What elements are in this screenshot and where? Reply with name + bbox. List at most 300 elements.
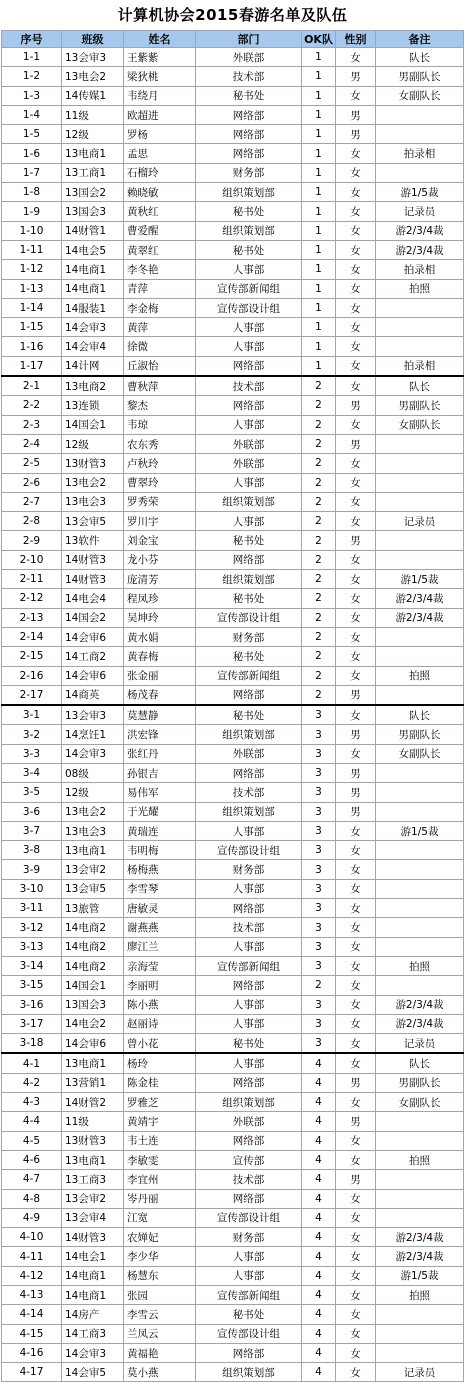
cell-team: 2 (302, 454, 336, 473)
cell-gender: 女 (336, 841, 376, 860)
cell-class: 13财管3 (62, 454, 124, 473)
cell-name: 庞清芳 (124, 570, 196, 589)
cell-name: 韦土连 (124, 1131, 196, 1150)
cell-name: 廖江兰 (124, 937, 196, 956)
table-row (2, 240, 464, 259)
cell-department: 宣传部设计组 (196, 608, 302, 627)
cell-team: 3 (302, 841, 336, 860)
cell-name: 欧超进 (124, 105, 196, 124)
cell-name: 吴坤玲 (124, 608, 196, 627)
cell-class: 14会审4 (62, 337, 124, 356)
cell-gender: 女 (336, 589, 376, 608)
cell-index: 3-1 (2, 705, 62, 725)
cell-index: 1-9 (2, 202, 62, 221)
cell-name: 龙小芬 (124, 550, 196, 569)
table-row (2, 1266, 464, 1285)
table-row (2, 434, 464, 453)
cell-class: 14电商1 (62, 1266, 124, 1285)
table-row (2, 67, 464, 86)
cell-team: 1 (302, 202, 336, 221)
cell-team: 1 (302, 183, 336, 202)
cell-index: 3-11 (2, 899, 62, 918)
cell-note (376, 1189, 464, 1208)
cell-gender: 女 (336, 163, 376, 182)
cell-gender: 女 (336, 1343, 376, 1362)
cell-name: 莫慧静 (124, 705, 196, 725)
cell-index: 4-14 (2, 1305, 62, 1324)
cell-department: 组织策划部 (196, 1093, 302, 1112)
table-row (2, 918, 464, 937)
cell-class: 12级 (62, 125, 124, 144)
cell-note: 拍照 (376, 1286, 464, 1305)
table-row (2, 666, 464, 685)
cell-team: 4 (302, 1093, 336, 1112)
table-row (2, 279, 464, 298)
table-row (2, 260, 464, 279)
table-row (2, 356, 464, 376)
cell-department: 组织策划部 (196, 725, 302, 744)
table-row (2, 1228, 464, 1247)
cell-team: 4 (302, 1073, 336, 1092)
table-row (2, 860, 464, 879)
cell-name: 韦琼 (124, 415, 196, 434)
cell-team: 1 (302, 144, 336, 163)
cell-gender: 女 (336, 744, 376, 763)
cell-class: 14工商2 (62, 647, 124, 666)
cell-department: 人事部 (196, 879, 302, 898)
cell-department: 网络部 (196, 396, 302, 415)
cell-gender: 男 (336, 531, 376, 550)
cell-team: 4 (302, 1150, 336, 1169)
table-row (2, 937, 464, 956)
cell-gender: 男 (336, 396, 376, 415)
cell-gender: 女 (336, 1286, 376, 1305)
cell-gender: 男 (336, 434, 376, 453)
cell-name: 曾小花 (124, 1034, 196, 1054)
table-row (2, 1189, 464, 1208)
cell-class: 13连锁 (62, 396, 124, 415)
cell-index: 3-2 (2, 725, 62, 744)
cell-team: 3 (302, 783, 336, 802)
cell-class: 14计网 (62, 356, 124, 376)
table-row (2, 1112, 464, 1131)
cell-name: 罗杨 (124, 125, 196, 144)
cell-name: 农婵妃 (124, 1228, 196, 1247)
cell-gender: 男 (336, 1112, 376, 1131)
cell-department: 人事部 (196, 415, 302, 434)
table-row (2, 570, 464, 589)
cell-note (376, 125, 464, 144)
cell-class: 14房产 (62, 1305, 124, 1324)
cell-name: 于光耀 (124, 802, 196, 821)
table-row (2, 1343, 464, 1362)
cell-index: 1-13 (2, 279, 62, 298)
cell-class: 14财管1 (62, 221, 124, 240)
cell-name: 梁狄桃 (124, 67, 196, 86)
cell-index: 2-5 (2, 454, 62, 473)
cell-note (376, 1170, 464, 1189)
cell-index: 3-6 (2, 802, 62, 821)
cell-gender: 女 (336, 1150, 376, 1169)
cell-gender: 女 (336, 1305, 376, 1324)
cell-index: 4-13 (2, 1286, 62, 1305)
table-row (2, 298, 464, 317)
cell-gender: 女 (336, 473, 376, 492)
cell-note (376, 1305, 464, 1324)
cell-name: 李丽明 (124, 976, 196, 995)
cell-gender: 女 (336, 937, 376, 956)
cell-department: 人事部 (196, 995, 302, 1014)
cell-index: 2-11 (2, 570, 62, 589)
cell-gender: 女 (336, 1093, 376, 1112)
cell-class: 14电会2 (62, 1014, 124, 1033)
cell-team: 2 (302, 647, 336, 666)
cell-index: 3-14 (2, 956, 62, 975)
table-row (2, 163, 464, 182)
cell-department: 秘书处 (196, 86, 302, 105)
cell-department: 财务部 (196, 1228, 302, 1247)
cell-gender: 女 (336, 240, 376, 259)
cell-name: 卢秋玲 (124, 454, 196, 473)
cell-gender: 女 (336, 221, 376, 240)
cell-gender: 女 (336, 144, 376, 163)
cell-team: 4 (302, 1343, 336, 1362)
cell-department: 秘书处 (196, 240, 302, 259)
cell-index: 4-4 (2, 1112, 62, 1131)
cell-name: 罗川宇 (124, 512, 196, 531)
cell-gender: 女 (336, 318, 376, 337)
table-row (2, 125, 464, 144)
cell-note: 队长 (376, 705, 464, 725)
cell-gender: 女 (336, 512, 376, 531)
table-row (2, 647, 464, 666)
cell-department: 技术部 (196, 376, 302, 396)
cell-note: 游1/5裁 (376, 570, 464, 589)
cell-note (376, 899, 464, 918)
table-row (2, 1150, 464, 1169)
cell-index: 3-13 (2, 937, 62, 956)
cell-note: 拍录相 (376, 144, 464, 163)
cell-team: 1 (302, 260, 336, 279)
cell-class: 14电会1 (62, 1247, 124, 1266)
cell-class: 14商英 (62, 685, 124, 705)
cell-team: 3 (302, 956, 336, 975)
cell-name: 莫小燕 (124, 1363, 196, 1382)
cell-gender: 男 (336, 105, 376, 124)
cell-department: 人事部 (196, 512, 302, 531)
cell-gender: 女 (336, 279, 376, 298)
cell-department: 秘书处 (196, 589, 302, 608)
cell-note (376, 783, 464, 802)
cell-name: 韦绕月 (124, 86, 196, 105)
cell-index: 4-8 (2, 1189, 62, 1208)
cell-department: 宣传部设计组 (196, 1208, 302, 1227)
cell-index: 3-7 (2, 821, 62, 840)
cell-name: 张园 (124, 1286, 196, 1305)
cell-name: 黄萍 (124, 318, 196, 337)
cell-department: 宣传部 (196, 1150, 302, 1169)
table-row (2, 454, 464, 473)
table-row (2, 1324, 464, 1343)
cell-name: 赖晓敏 (124, 183, 196, 202)
cell-team: 4 (302, 1324, 336, 1343)
cell-index: 4-6 (2, 1150, 62, 1169)
cell-class: 14会审3 (62, 744, 124, 763)
cell-gender: 女 (336, 666, 376, 685)
header-cell-name: 姓名 (124, 31, 196, 48)
cell-class: 14传媒1 (62, 86, 124, 105)
cell-department: 人事部 (196, 473, 302, 492)
cell-team: 4 (302, 1112, 336, 1131)
cell-name: 李敏雯 (124, 1150, 196, 1169)
cell-index: 4-2 (2, 1073, 62, 1092)
cell-class: 13电商2 (62, 376, 124, 396)
cell-index: 1-11 (2, 240, 62, 259)
cell-note (376, 454, 464, 473)
cell-class: 12级 (62, 434, 124, 453)
table-row (2, 144, 464, 163)
cell-name: 黄瑞连 (124, 821, 196, 840)
cell-department: 网络部 (196, 550, 302, 569)
cell-name: 程凤珍 (124, 589, 196, 608)
cell-team: 1 (302, 279, 336, 298)
table-row (2, 512, 464, 531)
cell-name: 张红丹 (124, 744, 196, 763)
cell-note (376, 1131, 464, 1150)
cell-class: 13工商1 (62, 163, 124, 182)
cell-team: 2 (302, 666, 336, 685)
table-row (2, 221, 464, 240)
cell-gender: 女 (336, 415, 376, 434)
cell-team: 4 (302, 1053, 336, 1073)
cell-index: 1-16 (2, 337, 62, 356)
cell-name: 李宜州 (124, 1170, 196, 1189)
cell-team: 3 (302, 899, 336, 918)
cell-class: 14国会1 (62, 976, 124, 995)
cell-class: 13电商1 (62, 841, 124, 860)
cell-index: 2-10 (2, 550, 62, 569)
cell-class: 14财管2 (62, 1093, 124, 1112)
table-row (2, 202, 464, 221)
cell-note (376, 337, 464, 356)
cell-name: 谢燕燕 (124, 918, 196, 937)
cell-index: 2-13 (2, 608, 62, 627)
cell-team: 2 (302, 550, 336, 569)
cell-name: 杨梅燕 (124, 860, 196, 879)
cell-gender: 男 (336, 783, 376, 802)
cell-name: 韦明梅 (124, 841, 196, 860)
cell-department: 秘书处 (196, 647, 302, 666)
table-row (2, 337, 464, 356)
cell-index: 4-11 (2, 1247, 62, 1266)
cell-index: 3-18 (2, 1034, 62, 1054)
table-row (2, 899, 464, 918)
cell-class: 13旅管 (62, 899, 124, 918)
cell-name: 孟思 (124, 144, 196, 163)
header-cell-team: OK队 (302, 31, 336, 48)
cell-team: 3 (302, 821, 336, 840)
table-row (2, 531, 464, 550)
cell-class: 14会审3 (62, 318, 124, 337)
table-row (2, 744, 464, 763)
cell-team: 3 (302, 744, 336, 763)
cell-team: 2 (302, 415, 336, 434)
cell-note (376, 531, 464, 550)
cell-index: 4-10 (2, 1228, 62, 1247)
cell-note: 记录员 (376, 1363, 464, 1382)
cell-team: 2 (302, 396, 336, 415)
cell-name: 曹翠玲 (124, 473, 196, 492)
cell-team: 1 (302, 298, 336, 317)
cell-gender: 女 (336, 1228, 376, 1247)
cell-gender: 女 (336, 995, 376, 1014)
cell-name: 杨玲 (124, 1053, 196, 1073)
cell-department: 外联部 (196, 434, 302, 453)
cell-class: 14财管3 (62, 550, 124, 569)
cell-department: 秘书处 (196, 1305, 302, 1324)
cell-name: 徐微 (124, 337, 196, 356)
cell-team: 2 (302, 531, 336, 550)
table-row (2, 105, 464, 124)
cell-name: 陈金桂 (124, 1073, 196, 1092)
cell-name: 李金梅 (124, 298, 196, 317)
cell-name: 黎杰 (124, 396, 196, 415)
table-row (2, 879, 464, 898)
cell-index: 1-10 (2, 221, 62, 240)
cell-department: 组织策划部 (196, 492, 302, 511)
cell-gender: 女 (336, 570, 376, 589)
cell-index: 2-6 (2, 473, 62, 492)
cell-team: 1 (302, 163, 336, 182)
cell-note (376, 163, 464, 182)
cell-department: 宣传部新闻组 (196, 279, 302, 298)
cell-note (376, 434, 464, 453)
table-row (2, 318, 464, 337)
cell-class: 14电商1 (62, 260, 124, 279)
cell-note (376, 685, 464, 705)
cell-note (376, 298, 464, 317)
cell-index: 3-5 (2, 783, 62, 802)
cell-gender: 女 (336, 454, 376, 473)
cell-gender: 女 (336, 899, 376, 918)
cell-gender: 男 (336, 125, 376, 144)
cell-department: 网络部 (196, 763, 302, 782)
cell-department: 网络部 (196, 685, 302, 705)
cell-team: 3 (302, 1034, 336, 1054)
cell-class: 14电商2 (62, 937, 124, 956)
cell-name: 罗秀荣 (124, 492, 196, 511)
cell-team: 1 (302, 356, 336, 376)
cell-team: 2 (302, 492, 336, 511)
cell-note (376, 1208, 464, 1227)
cell-note (376, 1343, 464, 1362)
cell-index: 1-14 (2, 298, 62, 317)
cell-class: 13会审4 (62, 1208, 124, 1227)
cell-note: 男副队长 (376, 396, 464, 415)
cell-name: 张金丽 (124, 666, 196, 685)
cell-index: 1-7 (2, 163, 62, 182)
cell-class: 13会审5 (62, 512, 124, 531)
cell-name: 易伟军 (124, 783, 196, 802)
cell-name: 黄翠红 (124, 240, 196, 259)
cell-index: 3-8 (2, 841, 62, 860)
cell-name: 石榴玲 (124, 163, 196, 182)
cell-note: 游2/3/4裁 (376, 589, 464, 608)
cell-name: 青萍 (124, 279, 196, 298)
cell-index: 1-1 (2, 48, 62, 67)
cell-gender: 男 (336, 685, 376, 705)
cell-department: 网络部 (196, 356, 302, 376)
header-cell-class: 班级 (62, 31, 124, 48)
cell-gender: 男 (336, 1073, 376, 1092)
cell-index: 4-7 (2, 1170, 62, 1189)
cell-gender: 女 (336, 821, 376, 840)
cell-class: 14电商1 (62, 279, 124, 298)
cell-team: 2 (302, 434, 336, 453)
table-row (2, 1208, 464, 1227)
cell-name: 黄秋红 (124, 202, 196, 221)
cell-class: 13电商1 (62, 1053, 124, 1073)
cell-team: 2 (302, 976, 336, 995)
table-row (2, 1034, 464, 1054)
table-row (2, 1305, 464, 1324)
cell-department: 网络部 (196, 1073, 302, 1092)
cell-gender: 女 (336, 298, 376, 317)
cell-class: 14电会4 (62, 589, 124, 608)
table-row (2, 608, 464, 627)
cell-department: 组织策划部 (196, 802, 302, 821)
cell-note: 游2/3/4裁 (376, 608, 464, 627)
cell-team: 2 (302, 376, 336, 396)
cell-team: 3 (302, 802, 336, 821)
table-row (2, 1131, 464, 1150)
cell-name: 罗雅芝 (124, 1093, 196, 1112)
cell-index: 2-16 (2, 666, 62, 685)
cell-note: 记录员 (376, 202, 464, 221)
cell-index: 1-17 (2, 356, 62, 376)
cell-team: 3 (302, 705, 336, 725)
cell-note: 游1/5裁 (376, 1266, 464, 1285)
cell-index: 2-3 (2, 415, 62, 434)
cell-note: 男副队长 (376, 1073, 464, 1092)
table-row (2, 492, 464, 511)
cell-team: 3 (302, 879, 336, 898)
cell-class: 14电商1 (62, 1286, 124, 1305)
cell-name: 刘金宝 (124, 531, 196, 550)
cell-gender: 男 (336, 67, 376, 86)
cell-gender: 女 (336, 356, 376, 376)
cell-department: 外联部 (196, 454, 302, 473)
table-row (2, 725, 464, 744)
cell-name: 陈小燕 (124, 995, 196, 1014)
table-row (2, 1170, 464, 1189)
cell-department: 秘书处 (196, 705, 302, 725)
table-body (2, 48, 464, 1382)
cell-name: 李少华 (124, 1247, 196, 1266)
cell-index: 2-2 (2, 396, 62, 415)
table-row (2, 1093, 464, 1112)
cell-gender: 女 (336, 1034, 376, 1054)
cell-class: 13电会2 (62, 473, 124, 492)
cell-index: 1-6 (2, 144, 62, 163)
cell-class: 08级 (62, 763, 124, 782)
cell-class: 14国会1 (62, 415, 124, 434)
cell-class: 11级 (62, 1112, 124, 1131)
cell-index: 4-15 (2, 1324, 62, 1343)
cell-gender: 女 (336, 376, 376, 396)
cell-note: 男副队长 (376, 67, 464, 86)
cell-note: 男副队长 (376, 725, 464, 744)
